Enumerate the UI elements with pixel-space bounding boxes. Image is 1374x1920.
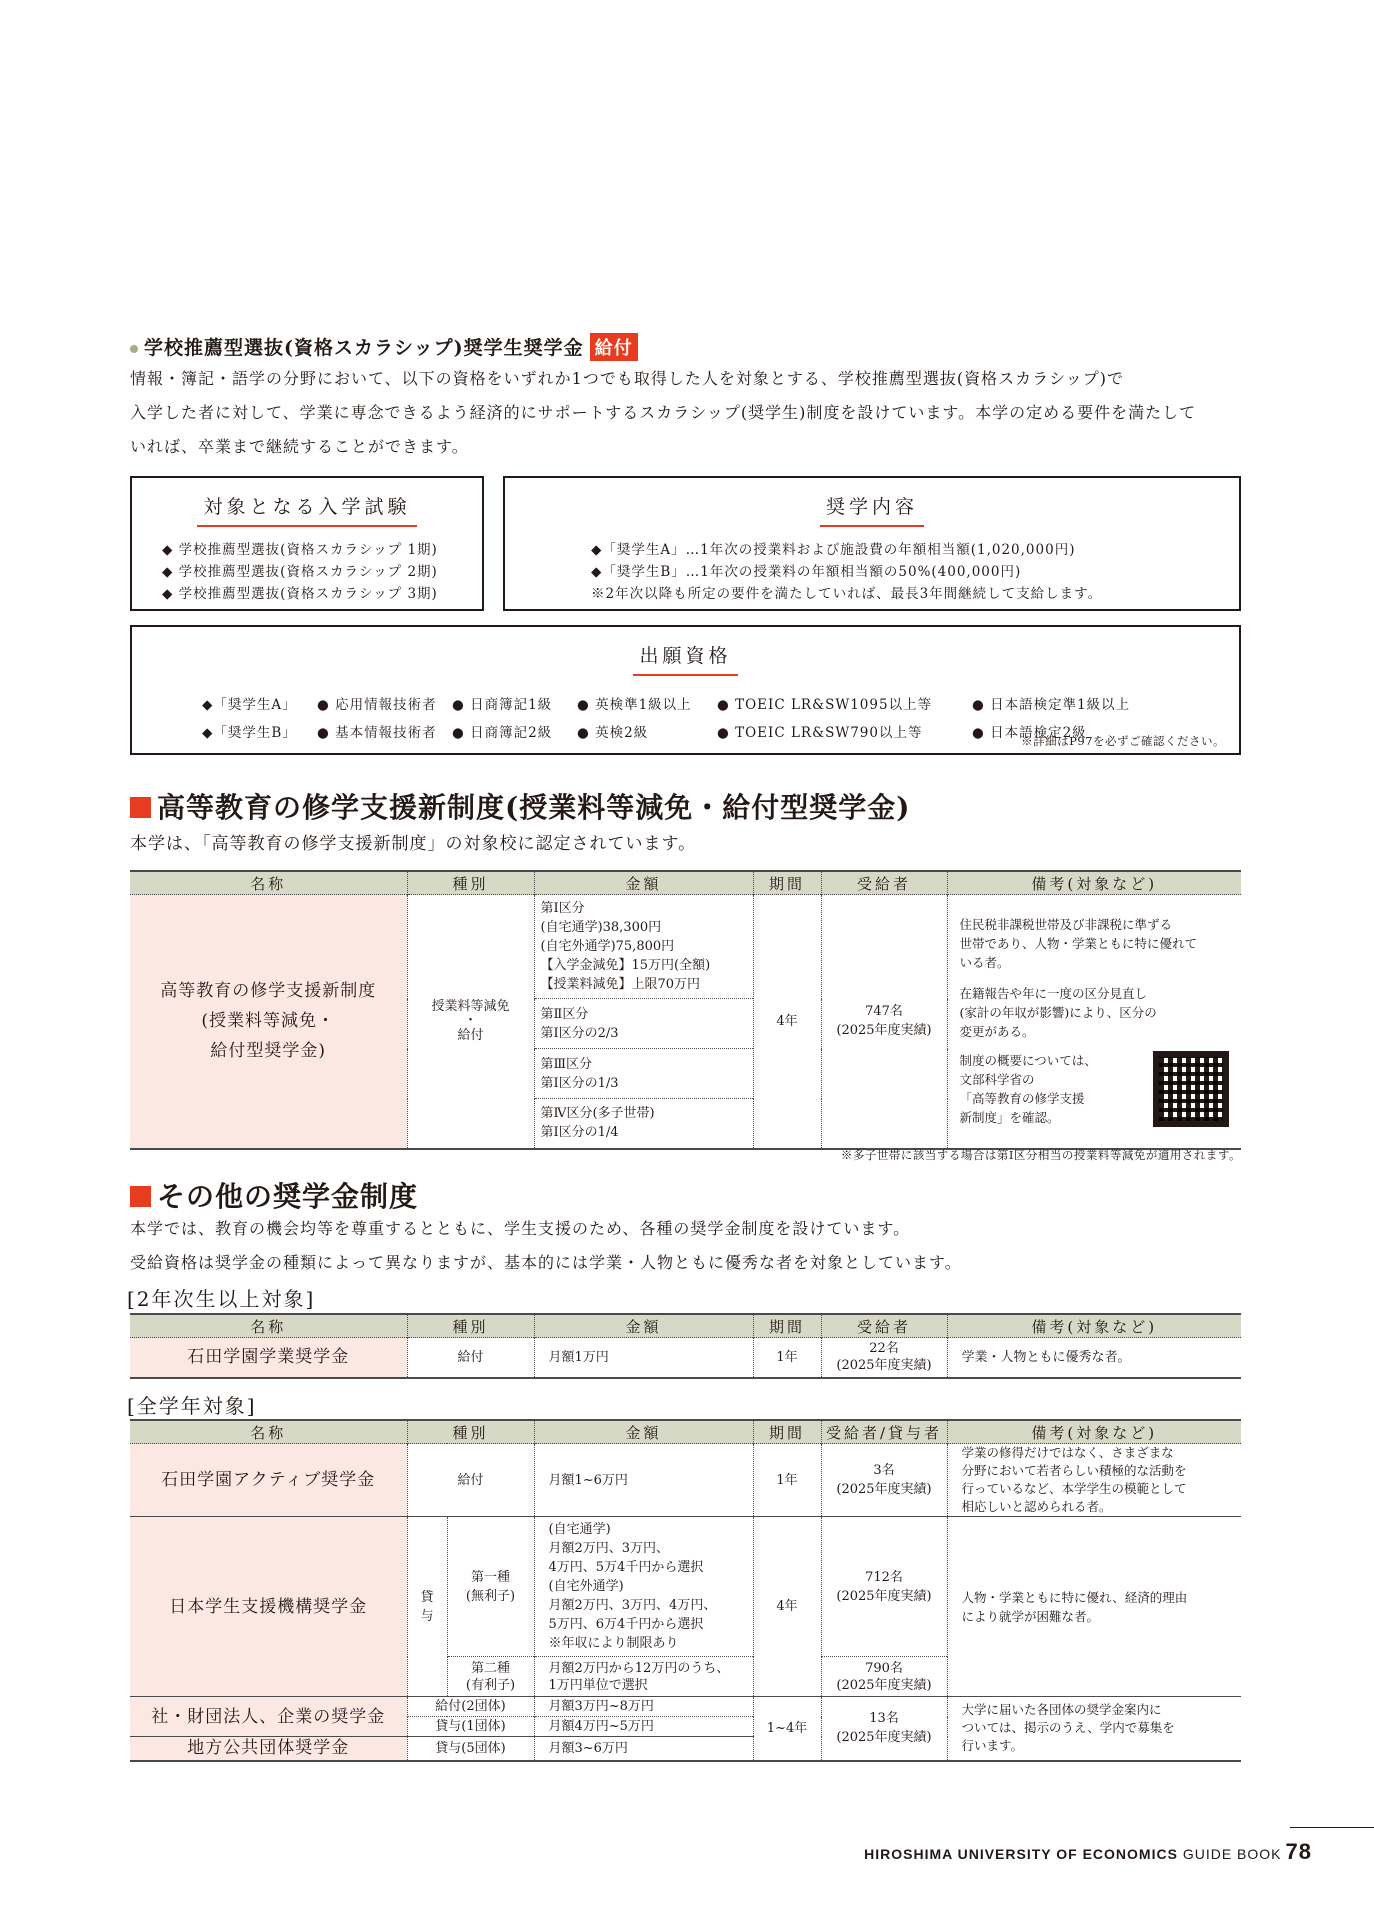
- all-years-table: 名称 種別 金額 期間 受給者/貸与者 備考(対象など) 石田学園アクティブ奨学金 給付 月額1~6万円 1年 3名 (2025年度実績) 学業の修得だけではなく、さまざまな 分野において若者らしい積極的な活動を 行っているなど、本学学生の模範として 相応しいと認められる者。 日本学生支援機構奨学金 貸 与 第一種 (無利子) (自宅通学) 月額2万円、3万円、 4万円、5万4千円から選択 (自宅外通学) 月額2万円、3万円、4万円、 5万円、6万4千円から選択 ※年収により制限あり 4年 712名 (2025年度実績) 人物・学業ともに特に優れ、経済的理由 により就学が困難な者。 第二種 (有利子) 月額2万円から12万円のうち、 1万円単位で選択 790名 (2025年度実績) 社・財団法人、企業の奨学金 給付(2団体) 月額3万円~8万円 1~4年 13名 (2025年度実績) 大学に届いた各団体の奨学金案内に ついては、掲示のうえ、学内で募集を 行います。 貸与(1団体) 月額4万円~5万円 地方公共団体奨学金 貸与(5団体) 月額3~6万円: [130, 1419, 1241, 1762]
- support-amount-4: 第Ⅳ区分(多子世帯) 第Ⅰ区分の1/4: [534, 1099, 753, 1149]
- support-amount-2: 第Ⅱ区分 第Ⅰ区分の2/3: [534, 999, 753, 1049]
- scholarship-description: 情報・簿記・語学の分野において、以下の資格をいずれか1つでも取得した人を対象とする、学校推薦型選抜(資格スカラシップ)で 入学した者に対して、学業に専念できるよう経済的にサポートするスカラシップ(奨学生)制度を設けています。本学の定める要件を満たして いれば、卒業まで継続することができます。: [130, 369, 1197, 456]
- square-bullet-icon: [130, 797, 151, 818]
- support-amount-3: 第Ⅲ区分 第Ⅰ区分の1/3: [534, 1049, 753, 1099]
- other-description: 本学では、教育の機会均等を尊重するとともに、学生支援のため、各種の奨学金制度を設けています。 受給資格は奨学金の種類によって異なりますが、基本的には学業・人物ともに優秀な者を対象としています。: [130, 1219, 962, 1272]
- footer: HIROSHIMA UNIVERSITY OF ECONOMICS GUIDE BOOK 78: [864, 1839, 1312, 1864]
- support-remarks: 住民税非課税世帯及び非課税に準ずる 世帯であり、人物・学業ともに特に優れて いる者。 在籍報告や年に一度の区分見直し (家計の年収が影響)により、区分の 変更がある。 制度の概要については、 文部科学省の 「高等教育の修学支援 新制度」を確認。: [947, 895, 1241, 1149]
- page-number: 78: [1285, 1839, 1312, 1864]
- bullet-dot-icon: [130, 345, 138, 353]
- qr-code-icon[interactable]: [1153, 1051, 1229, 1127]
- eligibility-box: 出願資格 ◆「奨学生A」 ● 応用情報技術者 ● 日商簿記1級 ● 英検準1級以上 ● TOEIC LR&SW1095以上等 ● 日本語検定準1級以上 ◆「奨学生B」 ● 基本情報技術者 ● 日商簿記2級 ● 英検2級 ● TOEIC LR&SW790以上等 ● 日本語検定2級 ※詳細はP97を必ずご確認ください。: [130, 625, 1241, 755]
- group-label-all-years: [全学年対象]: [127, 1394, 257, 1418]
- square-bullet-icon: [130, 1186, 151, 1207]
- support-name-cell: 高等教育の修学支援新制度 (授業料等減免・ 給付型奨学金): [130, 895, 407, 1149]
- support-footnote: ※多子世帯に該当する場合は第Ⅰ区分相当の授業料等減免が適用されます。: [840, 1148, 1241, 1162]
- eligibility-row-b: ◆「奨学生B」 ● 基本情報技術者 ● 日商簿記2級 ● 英検2級 ● TOEIC LR&SW790以上等 ● 日本語検定2級: [202, 725, 1087, 741]
- support-recipients: 747名 (2025年度実績): [821, 895, 947, 1149]
- target-exams-box: 対象となる入学試験 ◆ 学校推薦型選抜(資格スカラシップ 1期) ◆ 学校推薦型選抜(資格スカラシップ 2期) ◆ 学校推薦型選抜(資格スカラシップ 3期): [130, 476, 484, 611]
- footer-rule: [1290, 1827, 1374, 1828]
- support-table: 名称 種別 金額 期間 受給者 備考(対象など) 高等教育の修学支援新制度 (授業料等減免・ 給付型奨学金) 授業料等減免 ・ 給付 第Ⅰ区分 (自宅通学)38,300円 (自宅外通学)75,800円 【入学金減免】15万円(全額) 【授業料減免】上限70万円 4年 747名 (2025年度実績) 住民税非課税世帯及び非課税に準ずる 世帯であり、人物・学業ともに特に優れて いる者。 在籍報告や年に一度の区分見直し (家計の年収が影響)により、区分の 変更がある。 制度の概要については、 文部科学省の 「高等教育の修学支援 新制度」を確認。 第Ⅱ区分 第Ⅰ区分の2/3 第Ⅲ区分 第Ⅰ区分の1/3 第Ⅳ区分(多子世帯) 第Ⅰ区分の1/4: [130, 870, 1241, 1150]
- grant-tag: 給付: [590, 333, 638, 361]
- scholarship-heading: 学校推薦型選抜(資格スカラシップ)奨学生奨学金 給付: [130, 333, 638, 361]
- section-subtitle-support: 本学は、「高等教育の修学支援新制度」の対象校に認定されています。: [130, 834, 697, 854]
- support-amount-1: 第Ⅰ区分 (自宅通学)38,300円 (自宅外通学)75,800円 【入学金減免】15万円(全額) 【授業料減免】上限70万円: [534, 895, 753, 999]
- eligibility-row-a: ◆「奨学生A」 ● 応用情報技術者 ● 日商簿記1級 ● 英検準1級以上 ● TOEIC LR&SW1095以上等 ● 日本語検定準1級以上: [202, 697, 1131, 713]
- second-year-table: 名称 種別 金額 期間 受給者 備考(対象など) 石田学園学業奨学金 給付 月額1万円 1年 22名 (2025年度実績) 学業・人物ともに優秀な者。: [130, 1313, 1241, 1379]
- section-title-other: その他の奨学金制度: [130, 1175, 418, 1215]
- group-label-2nd-year: [2年次生以上対象]: [127, 1287, 316, 1311]
- scholarship-content-box: 奨学内容 ◆「奨学生A」…1年次の授業料および施設費の年額相当額(1,020,000円) ◆「奨学生B」…1年次の授業料の年額相当額の50%(400,000円) ※2年次以降も所定の要件を満たしていれば、最長3年間継続して支給します。: [503, 476, 1241, 611]
- support-type-cell: 授業料等減免 ・ 給付: [407, 895, 534, 1149]
- section-title-support: 高等教育の修学支援新制度(授業料等減免・給付型奨学金): [130, 786, 911, 826]
